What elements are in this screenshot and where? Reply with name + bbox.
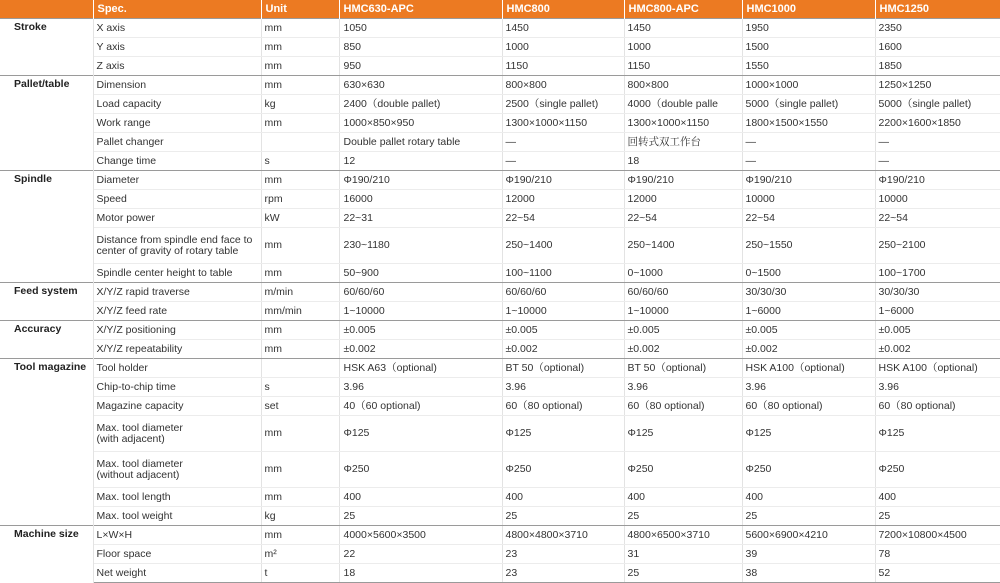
spec-unit: mm	[261, 228, 339, 264]
header-model-hmc800: HMC800	[502, 0, 624, 19]
spec-item: Load capacity	[93, 95, 261, 114]
header-row	[0, 0, 1000, 19]
spec-value: 22~31	[339, 209, 502, 228]
spec-value: 400	[339, 488, 502, 507]
spec-value: 3.96	[875, 378, 1000, 397]
spec-value: —	[875, 152, 1000, 171]
spec-value: Φ125	[339, 416, 502, 452]
spec-unit: mm	[261, 76, 339, 95]
spec-value: 60（80 optional)	[875, 397, 1000, 416]
spec-value: 22~54	[742, 209, 875, 228]
spec-value: 38	[742, 564, 875, 583]
spec-item: Net weight	[93, 564, 261, 583]
spec-value: Φ190/210	[339, 171, 502, 190]
spec-value: 30/30/30	[742, 283, 875, 302]
spec-value: BT 50（optional)	[502, 359, 624, 378]
spec-value: 2350	[875, 19, 1000, 38]
spec-unit: mm	[261, 57, 339, 76]
spec-value: ±0.005	[624, 321, 742, 340]
spec-value: 3.96	[624, 378, 742, 397]
spec-value: Φ125	[875, 416, 1000, 452]
spec-value: HSK A63（optional)	[339, 359, 502, 378]
spec-value: BT 50（optional)	[624, 359, 742, 378]
spec-item: Max. tool length	[93, 488, 261, 507]
table-row	[0, 452, 1000, 488]
spec-value: 50~900	[339, 264, 502, 283]
table-row	[0, 397, 1000, 416]
spec-value: Φ190/210	[624, 171, 742, 190]
spec-value: Φ250	[742, 452, 875, 488]
spec-unit: mm	[261, 416, 339, 452]
spec-value: 23	[502, 564, 624, 583]
spec-item: X axis	[93, 19, 261, 38]
table-row	[0, 564, 1000, 583]
spec-value: 2200×1600×1850	[875, 114, 1000, 133]
spec-value: HSK A100（optional)	[742, 359, 875, 378]
spec-item: Distance from spindle end face to center of gravity of rotary table	[93, 228, 261, 264]
table-row	[0, 526, 1000, 545]
spec-value: 4000（double palle	[624, 95, 742, 114]
group-label: Pallet/table	[0, 76, 93, 171]
spec-value: 60/60/60	[339, 283, 502, 302]
spec-item: Max. tool diameter (with adjacent)	[93, 416, 261, 452]
table-row	[0, 507, 1000, 526]
spec-item: Motor power	[93, 209, 261, 228]
table-row	[0, 228, 1000, 264]
spec-item: X/Y/Z positioning	[93, 321, 261, 340]
spec-value: 250~1550	[742, 228, 875, 264]
spec-value: 100~1100	[502, 264, 624, 283]
spec-value: 1150	[502, 57, 624, 76]
spec-value: 回转式双工作台	[624, 133, 742, 152]
spec-value: 1450	[624, 19, 742, 38]
table-row	[0, 190, 1000, 209]
spec-value: Φ125	[742, 416, 875, 452]
spec-unit: mm	[261, 526, 339, 545]
spec-value: 7200×10800×4500	[875, 526, 1000, 545]
spec-value: 400	[875, 488, 1000, 507]
spec-value: 25	[502, 507, 624, 526]
spec-item: Pallet changer	[93, 133, 261, 152]
spec-value: 4800×6500×3710	[624, 526, 742, 545]
header-model-hmc1000: HMC1000	[742, 0, 875, 19]
spec-value: 1300×1000×1150	[502, 114, 624, 133]
spec-value: 1~10000	[624, 302, 742, 321]
table-row	[0, 152, 1000, 171]
group-label: Machine size	[0, 526, 93, 583]
spec-item: Max. tool weight	[93, 507, 261, 526]
spec-value: 1300×1000×1150	[624, 114, 742, 133]
spec-value: 1600	[875, 38, 1000, 57]
spec-unit: mm	[261, 321, 339, 340]
spec-value: 60/60/60	[502, 283, 624, 302]
spec-value: 22~54	[624, 209, 742, 228]
spec-value: 1800×1500×1550	[742, 114, 875, 133]
spec-value: 18	[339, 564, 502, 583]
spec-unit: mm	[261, 114, 339, 133]
spec-value: ±0.002	[502, 340, 624, 359]
table-row	[0, 209, 1000, 228]
spec-value: 22	[339, 545, 502, 564]
spec-value: 22~54	[502, 209, 624, 228]
spec-value: 60（80 optional)	[742, 397, 875, 416]
spec-value: 52	[875, 564, 1000, 583]
spec-unit: mm/min	[261, 302, 339, 321]
spec-value: Φ125	[624, 416, 742, 452]
spec-value: 5000（single pallet)	[742, 95, 875, 114]
spec-unit: s	[261, 152, 339, 171]
spec-value: 12	[339, 152, 502, 171]
spec-value: 4800×4800×3710	[502, 526, 624, 545]
table-row	[0, 302, 1000, 321]
spec-value: 25	[742, 507, 875, 526]
table-row	[0, 19, 1000, 38]
table-row	[0, 95, 1000, 114]
spec-item: Chip-to-chip time	[93, 378, 261, 397]
spec-value: —	[742, 133, 875, 152]
spec-value: 1250×1250	[875, 76, 1000, 95]
spec-value: 250~1400	[502, 228, 624, 264]
spec-item: Max. tool diameter (without adjacent)	[93, 452, 261, 488]
spec-item: Spindle center height to table	[93, 264, 261, 283]
spec-unit: mm	[261, 340, 339, 359]
spec-value: ±0.002	[339, 340, 502, 359]
spec-value: 1950	[742, 19, 875, 38]
spec-value: 800×800	[624, 76, 742, 95]
spec-value: 5000（single pallet)	[875, 95, 1000, 114]
spec-value: Φ190/210	[742, 171, 875, 190]
table-row	[0, 416, 1000, 452]
spec-value: ±0.005	[875, 321, 1000, 340]
spec-item: Tool holder	[93, 359, 261, 378]
group-label: Accuracy	[0, 321, 93, 359]
table-row	[0, 171, 1000, 190]
group-label: Stroke	[0, 19, 93, 76]
table-row	[0, 488, 1000, 507]
header-model-hmc1250: HMC1250	[875, 0, 1000, 19]
spec-value: 1~6000	[742, 302, 875, 321]
table-row	[0, 38, 1000, 57]
spec-value: 1850	[875, 57, 1000, 76]
spec-value: 250~2100	[875, 228, 1000, 264]
header-group-cell	[0, 0, 93, 19]
spec-value: —	[502, 133, 624, 152]
spec-value: 400	[742, 488, 875, 507]
spec-unit: kW	[261, 209, 339, 228]
spec-value: —	[742, 152, 875, 171]
spec-value: 1~10000	[502, 302, 624, 321]
table-row	[0, 133, 1000, 152]
spec-unit: s	[261, 378, 339, 397]
spec-value: 2400（double pallet)	[339, 95, 502, 114]
spec-value: 10000	[742, 190, 875, 209]
spec-value: 230~1180	[339, 228, 502, 264]
spec-value: 0~1000	[624, 264, 742, 283]
spec-item: Z axis	[93, 57, 261, 76]
spec-item: X/Y/Z repeatability	[93, 340, 261, 359]
spec-value: 18	[624, 152, 742, 171]
spec-value: ±0.002	[742, 340, 875, 359]
spec-unit: set	[261, 397, 339, 416]
spec-unit: m/min	[261, 283, 339, 302]
table-body	[0, 19, 1000, 583]
spec-value: 25	[875, 507, 1000, 526]
spec-value: HSK A100（optional)	[875, 359, 1000, 378]
spec-value: 31	[624, 545, 742, 564]
spec-value: 16000	[339, 190, 502, 209]
spec-value: Φ250	[875, 452, 1000, 488]
spec-value: 25	[339, 507, 502, 526]
spec-value: 30/30/30	[875, 283, 1000, 302]
spec-value: 1000	[624, 38, 742, 57]
spec-value: 23	[502, 545, 624, 564]
spec-unit	[261, 133, 339, 152]
spec-value: 3.96	[339, 378, 502, 397]
spec-value: 22~54	[875, 209, 1000, 228]
spec-value: 400	[624, 488, 742, 507]
table-row	[0, 114, 1000, 133]
spec-value: Φ190/210	[875, 171, 1000, 190]
spec-item: Magazine capacity	[93, 397, 261, 416]
spec-item: Diameter	[93, 171, 261, 190]
spec-value: —	[875, 133, 1000, 152]
spec-value: 250~1400	[624, 228, 742, 264]
spec-value: 1~6000	[875, 302, 1000, 321]
spec-value: 10000	[875, 190, 1000, 209]
table-row	[0, 340, 1000, 359]
spec-unit: mm	[261, 19, 339, 38]
spec-value: 1450	[502, 19, 624, 38]
spec-value: 1000×1000	[742, 76, 875, 95]
spec-value: Φ190/210	[502, 171, 624, 190]
spec-value: 2500（single pallet)	[502, 95, 624, 114]
spec-unit: m²	[261, 545, 339, 564]
table-row	[0, 283, 1000, 302]
spec-value: 1550	[742, 57, 875, 76]
spec-item: X/Y/Z feed rate	[93, 302, 261, 321]
spec-value: 78	[875, 545, 1000, 564]
spec-value: 3.96	[502, 378, 624, 397]
spec-value: 4000×5600×3500	[339, 526, 502, 545]
header-model-hmc630-apc: HMC630-APC	[339, 0, 502, 19]
spec-value: 12000	[624, 190, 742, 209]
spec-unit: kg	[261, 95, 339, 114]
group-label: Tool magazine	[0, 359, 93, 526]
spec-unit: mm	[261, 488, 339, 507]
spec-value: 25	[624, 507, 742, 526]
group-label: Feed system	[0, 283, 93, 321]
spec-value: 800×800	[502, 76, 624, 95]
spec-value: 0~1500	[742, 264, 875, 283]
spec-unit: mm	[261, 38, 339, 57]
spec-value: 1050	[339, 19, 502, 38]
spec-unit: kg	[261, 507, 339, 526]
spec-value: 40（60 optional)	[339, 397, 502, 416]
table-header	[0, 0, 1000, 19]
spec-value: —	[502, 152, 624, 171]
spec-value: 39	[742, 545, 875, 564]
spec-unit: rpm	[261, 190, 339, 209]
spec-unit: t	[261, 564, 339, 583]
header-unit: Unit	[261, 0, 339, 19]
table-row	[0, 545, 1000, 564]
header-model-hmc800-apc: HMC800-APC	[624, 0, 742, 19]
spec-item: Speed	[93, 190, 261, 209]
spec-value: 630×630	[339, 76, 502, 95]
spec-value: Φ250	[339, 452, 502, 488]
spec-value: Φ250	[502, 452, 624, 488]
table-row	[0, 378, 1000, 397]
spec-value: 3.96	[742, 378, 875, 397]
spec-value: 5600×6900×4210	[742, 526, 875, 545]
table-row	[0, 57, 1000, 76]
spec-value: 1150	[624, 57, 742, 76]
spec-value: ±0.002	[875, 340, 1000, 359]
spec-unit: mm	[261, 171, 339, 190]
spec-value: 850	[339, 38, 502, 57]
spec-item: Floor space	[93, 545, 261, 564]
spec-item: Change time	[93, 152, 261, 171]
table-row	[0, 359, 1000, 378]
spec-value: 1000	[502, 38, 624, 57]
spec-item: Work range	[93, 114, 261, 133]
spec-value: Φ125	[502, 416, 624, 452]
spec-value: 1000×850×950	[339, 114, 502, 133]
spec-value: ±0.002	[624, 340, 742, 359]
spec-value: 25	[624, 564, 742, 583]
spec-value: 60（80 optional)	[502, 397, 624, 416]
group-label: Spindle	[0, 171, 93, 283]
spec-unit: mm	[261, 452, 339, 488]
table-row	[0, 321, 1000, 340]
spec-value: 1500	[742, 38, 875, 57]
spec-item: X/Y/Z rapid traverse	[93, 283, 261, 302]
table-row	[0, 264, 1000, 283]
spec-value: Φ250	[624, 452, 742, 488]
spec-item: Dimension	[93, 76, 261, 95]
spec-value: 60/60/60	[624, 283, 742, 302]
header-spec: Spec.	[93, 0, 261, 19]
spec-value: 12000	[502, 190, 624, 209]
table-row	[0, 76, 1000, 95]
spec-unit	[261, 359, 339, 378]
spec-value: ±0.005	[502, 321, 624, 340]
spec-value: 100~1700	[875, 264, 1000, 283]
spec-item: L×W×H	[93, 526, 261, 545]
spec-value: Double pallet rotary table	[339, 133, 502, 152]
spec-item: Y axis	[93, 38, 261, 57]
spec-unit: mm	[261, 264, 339, 283]
spec-value: 60（80 optional)	[624, 397, 742, 416]
spec-value: 950	[339, 57, 502, 76]
spec-value: 1~10000	[339, 302, 502, 321]
spec-value: 400	[502, 488, 624, 507]
spec-value: ±0.005	[339, 321, 502, 340]
spec-value: ±0.005	[742, 321, 875, 340]
